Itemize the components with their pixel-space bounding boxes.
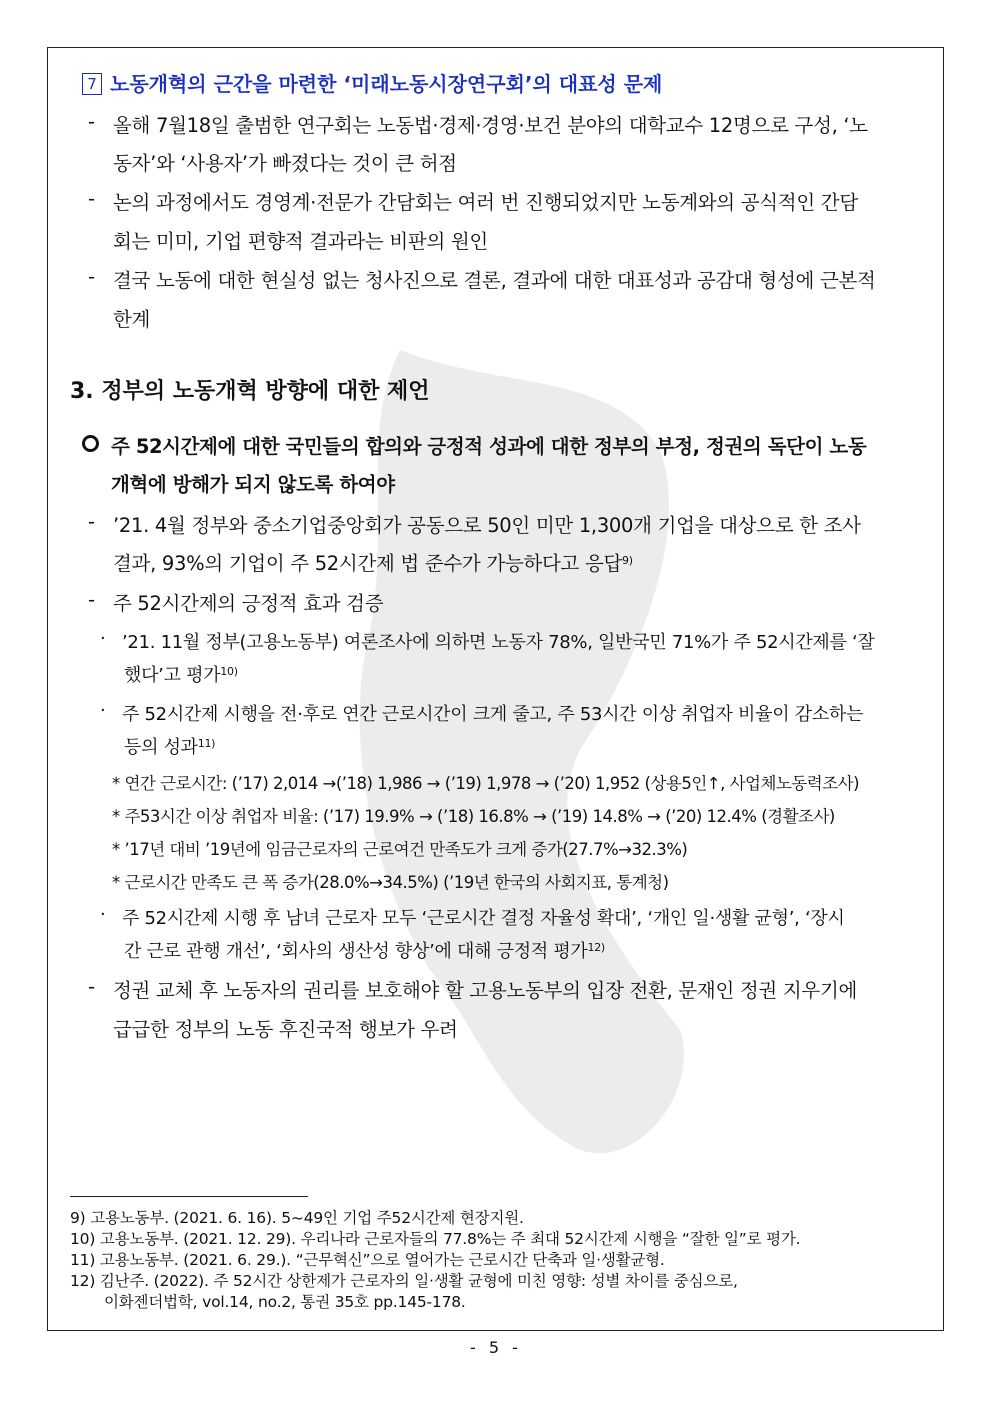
s7-item2-line1: 논의 과정에서도 경영계·전문가 간담회는 여러 번 진행되었지만 노동계와의 공식적인 간담 xyxy=(113,191,858,214)
footnote-9: 9) 고용노동부. (2021. 6. 16). 5~49인 기업 주52시간제 현장지원. xyxy=(70,1209,524,1227)
main-bullet-line1: 주 52시간제에 대한 국민들의 합의와 긍정적 성과에 대한 정부의 부정, 정권의 독단이 노동 xyxy=(111,435,867,458)
dot2-line1: 주 52시간제 시행을 전·후로 연간 근로시간이 크게 줄고, 주 53시간 이상 취업자 비율이 감소하는 xyxy=(122,704,864,725)
section-3-heading: 3. 정부의 노동개혁 방향에 대한 제언 xyxy=(70,379,430,404)
s7-item3-line2: 한계 xyxy=(113,308,151,331)
dot1-line1: ’21. 11월 정부(고용노동부) 여론조사에 의하면 노동자 78%, 일반국민 71%가 주 52시간제를 ‘잘 xyxy=(122,632,875,653)
dot-marker: · xyxy=(100,904,106,925)
dot-marker: · xyxy=(100,628,106,649)
dash-marker: - xyxy=(88,510,95,533)
dash3-line2: 급급한 정부의 노동 후진국적 행보가 우려 xyxy=(113,1018,458,1041)
stat-work-satisfaction: * ’17년 대비 ’19년에 임금근로자의 근로여건 만족도가 크게 증가(27.7%→32.3%) xyxy=(112,840,688,859)
dash-marker: - xyxy=(88,187,95,210)
footnote-12-cont: 이화젠더법학, vol.14, no.2, 통권 35호 pp.145-178. xyxy=(104,1293,466,1311)
dash2-text: 주 52시간제의 긍정적 효과 검증 xyxy=(113,592,384,615)
footnote-12: 12) 김난주. (2022). 주 52시간 상한제가 근로자의 일·생활 균형에 미친 영향: 성별 차이를 중심으로, xyxy=(70,1272,738,1290)
stat-annual-hours: * 연간 근로시간: (’17) 2,014 →(’18) 1,986 → (’19) 1,978 → (’20) 1,952 (상용5인↑, 사업체노동력조사) xyxy=(112,774,860,793)
dot3-line1: 주 52시간제 시행 후 남녀 근로자 모두 ‘근로시간 결정 자율성 확대’, ‘개인 일·생활 균형’, ‘장시 xyxy=(122,908,845,929)
section-7-title xyxy=(82,68,662,97)
footnote-divider xyxy=(70,1196,308,1197)
stat-hours-satisfaction: * 근로시간 만족도 큰 폭 증가(28.0%→34.5%) (’19년 한국의 사회지표, 통계청) xyxy=(112,873,669,892)
s7-item1-line2: 동자’와 ‘사용자’가 빠졌다는 것이 큰 허점 xyxy=(113,152,457,175)
section-7-number: 7 xyxy=(82,73,102,95)
stat-53h-ratio: * 주53시간 이상 취업자 비율: (’17) 19.9% → (’18) 16.8% → (’19) 14.8% → (’20) 12.4% (경활조사) xyxy=(112,807,835,826)
s7-item2-line2: 회는 미미, 기업 편향적 결과라는 비판의 원인 xyxy=(113,230,488,253)
dash-marker: - xyxy=(88,110,95,133)
footnote-ref-11[interactable]: 11) xyxy=(197,737,216,750)
footnote-ref-10[interactable]: 10) xyxy=(220,665,238,678)
s7-item1-line1: 올해 7월18일 출범한 연구회는 노동법·경제·경영·보건 분야의 대학교수 12명으로 구성, ‘노 xyxy=(113,114,868,137)
footnote-11: 11) 고용노동부. (2021. 6. 29.). “근무혁신”으로 열어가는 근로시간 단축과 일·생활균형. xyxy=(70,1251,665,1269)
main-bullet xyxy=(82,431,866,459)
main-bullet-line2: 개혁에 방해가 되지 않도록 하여야 xyxy=(111,473,395,496)
page-number: - 5 - xyxy=(470,1338,522,1357)
circle-bullet-icon xyxy=(82,435,99,452)
dot-marker: · xyxy=(100,700,106,721)
dot3-line2: 간 근로 관행 개선’, ‘회사의 생산성 향상’에 대해 긍정적 평가$^{12)}$ xyxy=(124,941,605,962)
dash3-line1: 정권 교체 후 노동자의 권리를 보호해야 할 고용노동부의 입장 전환, 문재인 정권 지우기에 xyxy=(113,979,858,1002)
footnote-ref-12[interactable]: 12) xyxy=(587,941,605,954)
footnote-10: 10) 고용노동부. (2021. 12. 29). 우리나라 근로자들의 77.8%는 주 최대 52시간제 시행을 “잘한 일”로 평가. xyxy=(70,1230,801,1248)
footnote-ref-9[interactable]: 9) xyxy=(622,554,633,567)
dash1-line2: 결과, 93%의 기업이 주 52시간제 법 준수가 가능하다고 응답$^{9)}$ xyxy=(113,552,633,575)
s7-item3-line1: 결국 노동에 대한 현실성 없는 청사진으로 결론, 결과에 대한 대표성과 공감대 형성에 근본적 xyxy=(113,269,876,292)
section-7-title-text: 노동개혁의 근간을 마련한 ‘미래노동시장연구회’의 대표성 문제 xyxy=(110,72,663,96)
dash-marker: - xyxy=(88,588,95,611)
dash-marker: - xyxy=(88,265,95,288)
watermark-icon xyxy=(280,330,720,1190)
dot2-line2: 등의 성과$^{11)}$ xyxy=(124,737,216,758)
dot1-line2: 했다’고 평가$^{10)}$ xyxy=(124,665,238,686)
dash-marker: - xyxy=(88,975,95,998)
dash1-line1: ’21. 4월 정부와 중소기업중앙회가 공동으로 50인 미만 1,300개 기업을 대상으로 한 조사 xyxy=(113,514,861,537)
